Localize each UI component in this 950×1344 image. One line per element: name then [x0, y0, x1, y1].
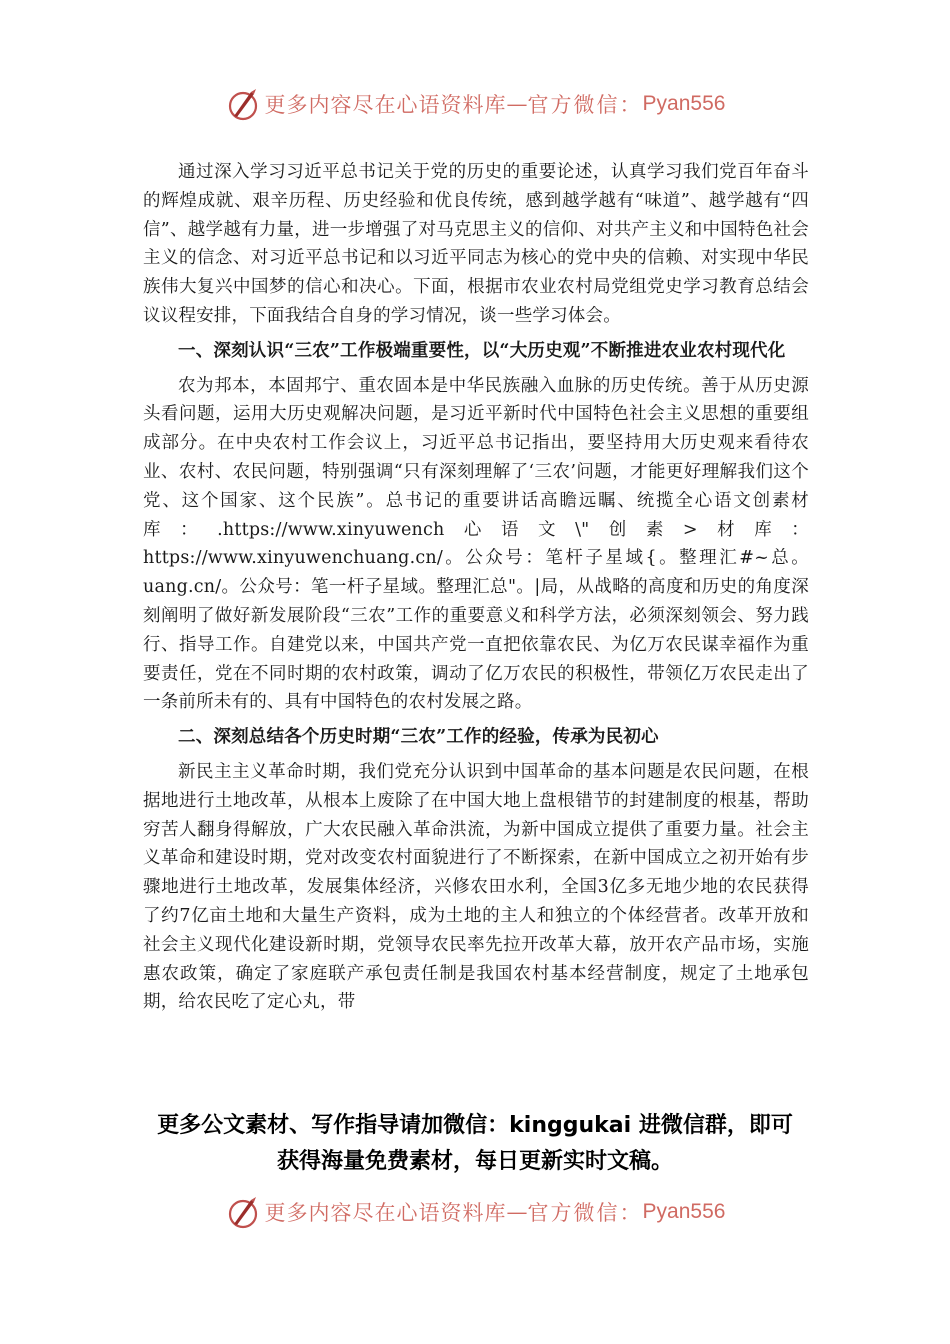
document-body: [143, 158, 809, 1017]
quill-pen-logo-icon: [225, 86, 261, 122]
banner-wechat-handle: Pyan556: [642, 92, 726, 115]
banner-separator: —: [506, 92, 528, 116]
banner-wechat-label: 官方微信：: [527, 1201, 643, 1225]
section-heading-1: 一、深刻认识“三农”工作极端重要性，以“大历史观”不断推进农业农村现代化: [178, 340, 786, 361]
banner-wechat-handle: Pyan556: [642, 1200, 726, 1223]
intro-paragraph: 通过深入学习习近平总书记关于党的历史的重要论述，认真学习我们党百年奋斗的辉煌成就、艰辛历程、历史经验和优良传统，感到越学越有“味道”、越学越有“四信”、越学越有力量，进一步增强了对马克思主义的信仰、对共产主义和中国特色社会主义的信念、对习近平总书记和以习近平同志为核心的党中央的信赖、对实现中华民族伟大复兴中国梦的信心和决心。下面，根据市农业农村局党组党史学习教育总结会议议程安排，下面我结合自身的学习情况，谈一些学习体会。: [143, 162, 809, 326]
banner-brand-text: 更多内容尽在心语资料库: [264, 93, 507, 117]
section-2-paragraph: 新民主主义革命时期，我们党充分认识到中国革命的基本问题是农民问题，在根据地进行土地改革，从根本上废除了在中国大地上盘根错节的封建制度的根基，帮助穷苦人翻身得解放，广大农民融入革命洪流，为新中国成立提供了重要力量。社会主义革命和建设时期，党对改变农村面貌进行了不断探索，在新中国成立之初开始有步骤地进行土地改革，发展集体经济，兴修农田水利，全国3亿多无地少地的农民获得了约7亿亩土地和大量生产资料，成为土地的主人和独立的个体经营者。改革开放和社会主义现代化建设新时期，党领导农民率先拉开改革大幕，放开农产品市场，实施惠农政策，确定了家庭联产承包责任制是我国农村基本经营制度，规定了土地承包期，给农民吃了定心丸，带: [143, 761, 809, 1013]
promo-line-1: 更多公文素材、写作指导请加微信：kinggukai 进微信群，即可: [157, 1113, 793, 1138]
header-banner: [0, 84, 950, 124]
footer-banner: [0, 1192, 950, 1232]
promo-notice: [0, 1108, 950, 1180]
section-1-paragraph: 农为邦本，本固邦宁、重农固本是中华民族融入血脉的历史传统。善于从历史源头看问题，运用大历史观解决问题，是习近平新时代中国特色社会主义思想的重要组成部分。在中央农村工作会议上，习近平总书记指出，要坚持用大历史观来看待农业、农村、农民问题，特别强调“只有深刻理解了‘三农’问题，才能更好理解我们这个党、这个国家、这个民族”。总书记的重要讲话高瞻远瞩、统揽全心语文创素材库：.https://www.xinyuwench心语文\"创素>材库：https://www.xinyuwenchuang.cn/。公众号：笔杆子星域{。整理汇#~总。uang.cn/。公众号：笔一杆子星域。整理汇总"。|局，从战略的高度和历史的角度深刻阐明了做好新发展阶段“三农”工作的重要意义和科学方法，必须深刻领会、努力践行、指导工作。自建党以来，中国共产党一直把依靠农民、为亿万农民谋幸福作为重要责任，党在不同时期的农村政策，调动了亿万农民的积极性，带领亿万农民走出了一条前所未有的、具有中国特色的农村发展之路。: [143, 375, 809, 713]
section-heading-2: 二、深刻总结各个历史时期“三农”工作的经验，传承为民初心: [178, 727, 659, 748]
banner-brand-text: 更多内容尽在心语资料库: [264, 1201, 507, 1225]
promo-line-2: 获得海量免费素材，每日更新实时文稿。: [276, 1149, 673, 1174]
banner-wechat-label: 官方微信：: [527, 93, 643, 117]
quill-pen-logo-icon: [225, 1194, 261, 1230]
banner-separator: —: [506, 1200, 528, 1224]
